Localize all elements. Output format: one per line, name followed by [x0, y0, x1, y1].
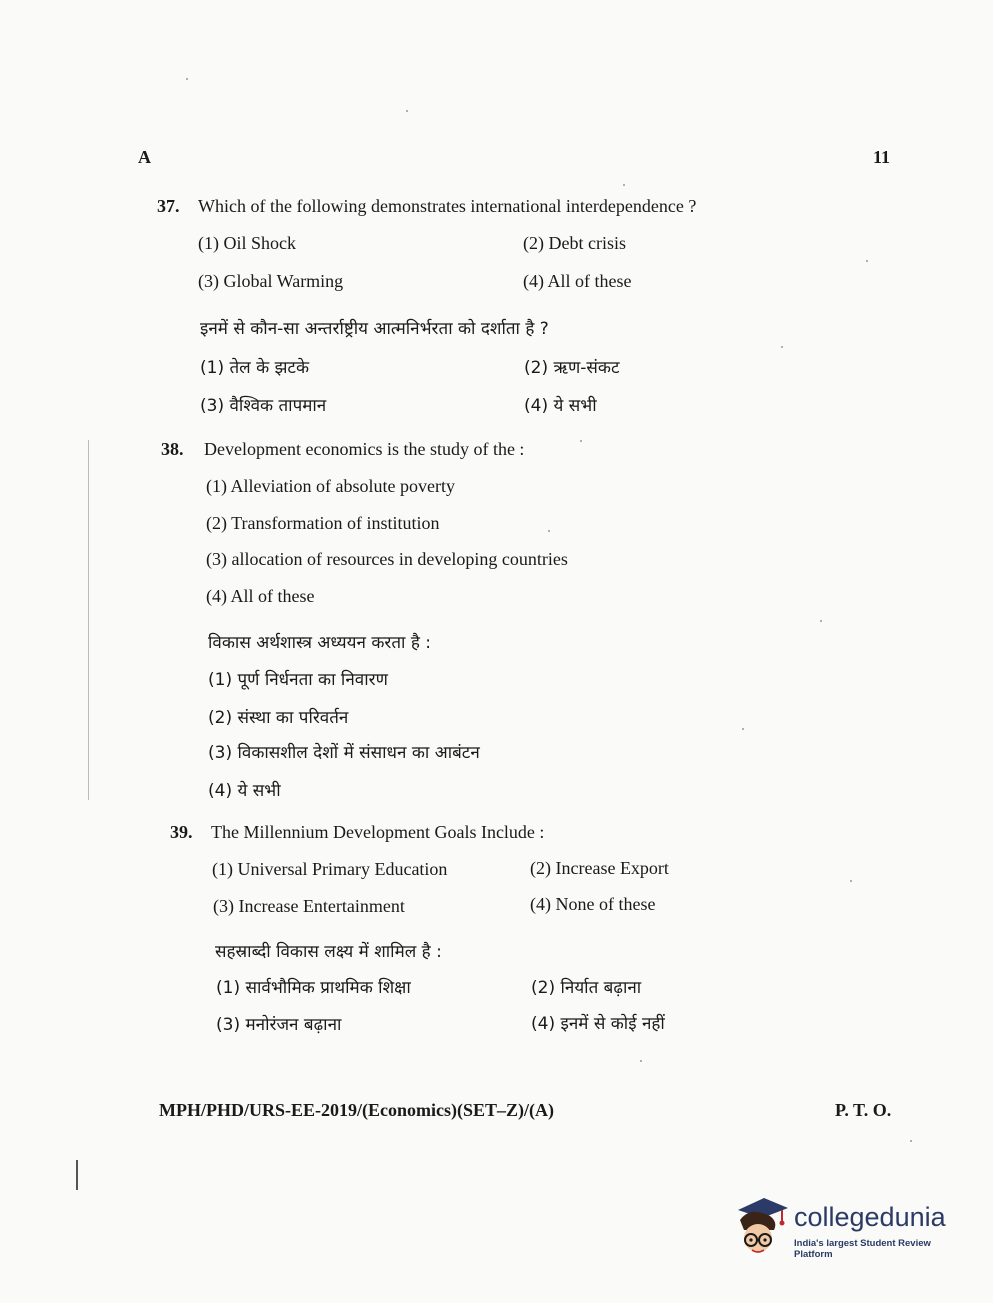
option-en: (1) Universal Primary Education [212, 859, 448, 879]
option-hi: (1) तेल के झटके [200, 358, 310, 378]
scan-speck [406, 110, 408, 112]
option-en: (3) allocation of resources in developing countries [206, 549, 568, 569]
option-hi: (1) सार्वभौमिक प्राथमिक शिक्षा [216, 978, 411, 998]
scan-speck [548, 530, 550, 532]
question-text-hi: इनमें से कौन-सा अन्तर्राष्ट्रीय आत्मनिर्भरता को दर्शाता है ? [200, 319, 549, 339]
option-en: (4) None of these [530, 894, 656, 914]
option-hi: (3) विकासशील देशों में संसाधन का आबंटन [208, 743, 480, 763]
scan-speck [820, 620, 822, 622]
scan-speck [742, 728, 744, 730]
option-hi: (4) इनमें से कोई नहीं [531, 1014, 665, 1034]
question-number: 39. [170, 822, 193, 842]
scan-speck [850, 880, 852, 882]
scan-edge-shadow [88, 440, 89, 800]
question-number: 38. [161, 439, 184, 459]
scan-speck [910, 1140, 912, 1142]
option-en: (1) Alleviation of absolute poverty [206, 476, 455, 496]
option-hi: (3) वैश्विक तापमान [200, 396, 327, 416]
scan-speck [623, 184, 625, 186]
pto-label: P. T. O. [835, 1100, 892, 1120]
question-text-en: Which of the following demonstrates international interdependence ? [198, 196, 697, 216]
option-hi: (4) ये सभी [208, 781, 281, 801]
scan-edge-mark [76, 1160, 78, 1190]
option-en: (2) Transformation of institution [206, 513, 440, 533]
option-hi: (2) संस्था का परिवर्तन [208, 708, 349, 728]
option-hi: (3) मनोरंजन बढ़ाना [216, 1015, 342, 1035]
brand-tagline: India's largest Student Review Platform [794, 1238, 931, 1260]
option-en: (2) Debt crisis [523, 233, 626, 253]
option-en: (3) Increase Entertainment [213, 896, 405, 916]
option-en: (4) All of these [523, 271, 632, 291]
option-en: (1) Oil Shock [198, 233, 296, 253]
option-en: (4) All of these [206, 586, 315, 606]
scan-speck [186, 78, 188, 80]
option-en: (3) Global Warming [198, 271, 344, 291]
brand-name: collegedunia [794, 1202, 946, 1232]
question-text-hi: विकास अर्थशास्त्र अध्ययन करता है : [208, 633, 432, 653]
option-hi: (2) ऋण-संकट [524, 358, 620, 378]
option-hi: (1) पूर्ण निर्धनता का निवारण [208, 670, 388, 690]
question-text-hi: सहस्राब्दी विकास लक्ष्य में शामिल है : [215, 942, 442, 962]
exam-code: MPH/PHD/URS-EE-2019/(Economics)(SET–Z)/(A) [159, 1100, 554, 1120]
page-number: 11 [873, 147, 891, 167]
scan-speck [640, 1060, 642, 1062]
mascot-icon [730, 1196, 790, 1260]
option-hi: (2) निर्यात बढ़ाना [531, 978, 642, 998]
set-letter: A [138, 147, 151, 167]
collegedunia-logo [730, 1196, 965, 1260]
question-text-en: The Millennium Development Goals Include : [211, 822, 545, 842]
question-text-en: Development economics is the study of the : [204, 439, 525, 459]
scan-speck [580, 440, 582, 442]
scan-speck [781, 346, 783, 348]
option-hi: (4) ये सभी [524, 396, 597, 416]
scan-speck [866, 260, 868, 262]
option-en: (2) Increase Export [530, 858, 669, 878]
question-number: 37. [157, 196, 180, 216]
